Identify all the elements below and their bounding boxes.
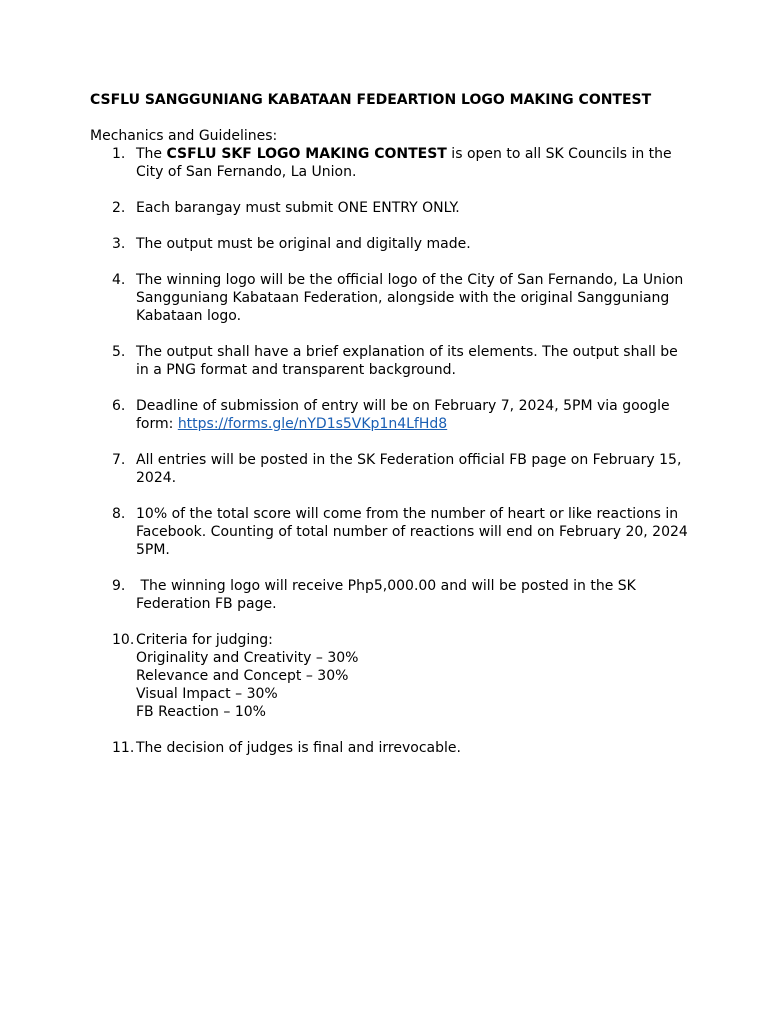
list-item: [90, 631, 690, 721]
criteria-item: Visual Impact – 30%: [136, 686, 278, 702]
list-item: [90, 145, 690, 181]
item-text: 10% of the total score will come from the number of heart or like reactions in Facebook. Counting of total number of reactions will end on February 20, 2024 5PM.: [136, 506, 688, 558]
item-text-prefix: The: [136, 146, 167, 162]
item-number: 10.: [112, 632, 135, 648]
item-text: The winning logo will be the official logo of the City of San Fernando, La Union Sangguniang Kabataan Federation, alongside with the original Sangguniang Kabataan logo.: [136, 272, 684, 324]
list-item: [90, 343, 690, 379]
document-page: [90, 91, 690, 775]
item-number: 1.: [112, 146, 126, 162]
item-text: All entries will be posted in the SK Federation official FB page on February 15, 2024.: [136, 452, 682, 486]
guidelines-list: [90, 145, 690, 757]
item-text: The output must be original and digitally made.: [136, 236, 471, 252]
item-text: The output shall have a brief explanation of its elements. The output shall be in a PNG format and transparent background.: [136, 344, 678, 378]
contest-name: CSFLU SKF LOGO MAKING CONTEST: [166, 146, 447, 162]
list-item: [90, 271, 690, 325]
item-text-suffix: is open to all SK Councils in the City of San Fernando, La Union.: [136, 146, 672, 180]
criteria-item: Originality and Creativity – 30%: [136, 650, 359, 666]
mechanics-heading: Mechanics and Guidelines:: [90, 128, 278, 144]
item-text: Each barangay must submit ONE ENTRY ONLY.: [136, 200, 460, 216]
google-form-link[interactable]: https://forms.gle/nYD1s5VKp1n4LfHd8: [177, 416, 448, 432]
document-title: CSFLU SANGGUNIANG KABATAAN FEDEARTION LOGO MAKING CONTEST: [90, 92, 652, 108]
item-text: The winning logo will receive Php5,000.00 and will be posted in the SK Federation FB page.: [136, 578, 641, 612]
list-item: [90, 505, 690, 559]
item-text: The decision of judges is final and irrevocable.: [136, 740, 461, 756]
item-number: 9.: [112, 578, 126, 594]
list-item: [90, 397, 690, 433]
item-number: 2.: [112, 200, 126, 216]
item-text: Deadline of submission of entry will be on February 7, 2024, 5PM via google form:: [136, 398, 670, 432]
item-number: 4.: [112, 272, 126, 288]
item-number: 5.: [112, 344, 126, 360]
list-item: [90, 235, 690, 253]
item-number: 3.: [112, 236, 126, 252]
list-item: [90, 451, 690, 487]
list-item: [90, 577, 690, 613]
criteria-item: Relevance and Concept – 30%: [136, 668, 349, 684]
item-number: 11.: [112, 740, 135, 756]
criteria-item: FB Reaction – 10%: [136, 704, 266, 720]
item-number: 6.: [112, 398, 126, 414]
list-item: [90, 199, 690, 217]
item-number: 7.: [112, 452, 126, 468]
list-item: [90, 739, 690, 757]
item-number: 8.: [112, 506, 126, 522]
criteria-heading: Criteria for judging:: [136, 632, 273, 648]
